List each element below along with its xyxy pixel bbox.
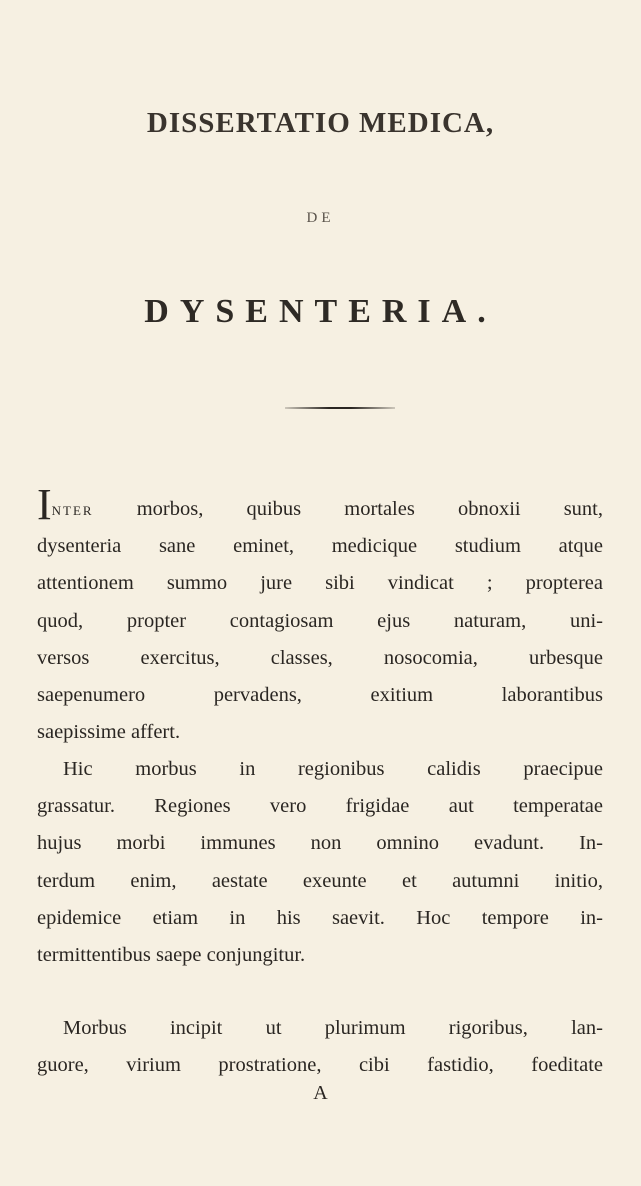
text-line: guore, virium prostratione, cibi fastidio, foeditate — [37, 1054, 603, 1077]
title-dysenteria: DYSENTERIA. — [144, 293, 497, 330]
text-line: Morbus incipit ut plurimum rigoribus, lan- — [63, 1017, 603, 1039]
paragraph-3 — [37, 1010, 603, 1084]
title-de: DE — [306, 210, 335, 226]
text-line: attentionem summo jure sibi vindicat ; propterea — [37, 572, 603, 595]
text-line: dysenteria sane eminet, medicique studium atque — [37, 535, 603, 558]
text-line: epidemice etiam in his saevit. Hoc tempore in- — [37, 906, 603, 929]
text-line: quod, propter contagiosam ejus naturam, uni- — [37, 609, 603, 632]
text-line: termittentibus saepe conjungitur. — [37, 943, 306, 966]
text-line: grassatur. Regiones vero frigidae aut temperatae — [37, 795, 603, 818]
small-caps-word: nter — [51, 499, 94, 519]
title-dissertatio: DISSERTATIO MEDICA, — [146, 107, 495, 139]
catchword: A — [313, 1082, 328, 1104]
decorative-rule — [285, 407, 395, 409]
text-line — [37, 480, 603, 529]
paragraph-2 — [37, 751, 603, 974]
text-line: hujus morbi immunes non omnino evadunt. In- — [37, 832, 603, 855]
paragraph-1 — [37, 480, 603, 751]
text-line: terdum enim, aestate exeunte et autumni initio, — [37, 869, 603, 892]
drop-cap: I — [37, 480, 52, 529]
text-line: saepenumero pervadens, exitium laborantibus — [37, 683, 603, 706]
text-line-content: morbos, quibus mortales obnoxii sunt, — [93, 498, 603, 520]
text-line: versos exercitus, classes, nosocomia, urbesque — [37, 646, 603, 669]
text-line: saepissime affert. — [37, 721, 181, 744]
text-line: Hic morbus in regionibus calidis praecipue — [63, 758, 603, 780]
